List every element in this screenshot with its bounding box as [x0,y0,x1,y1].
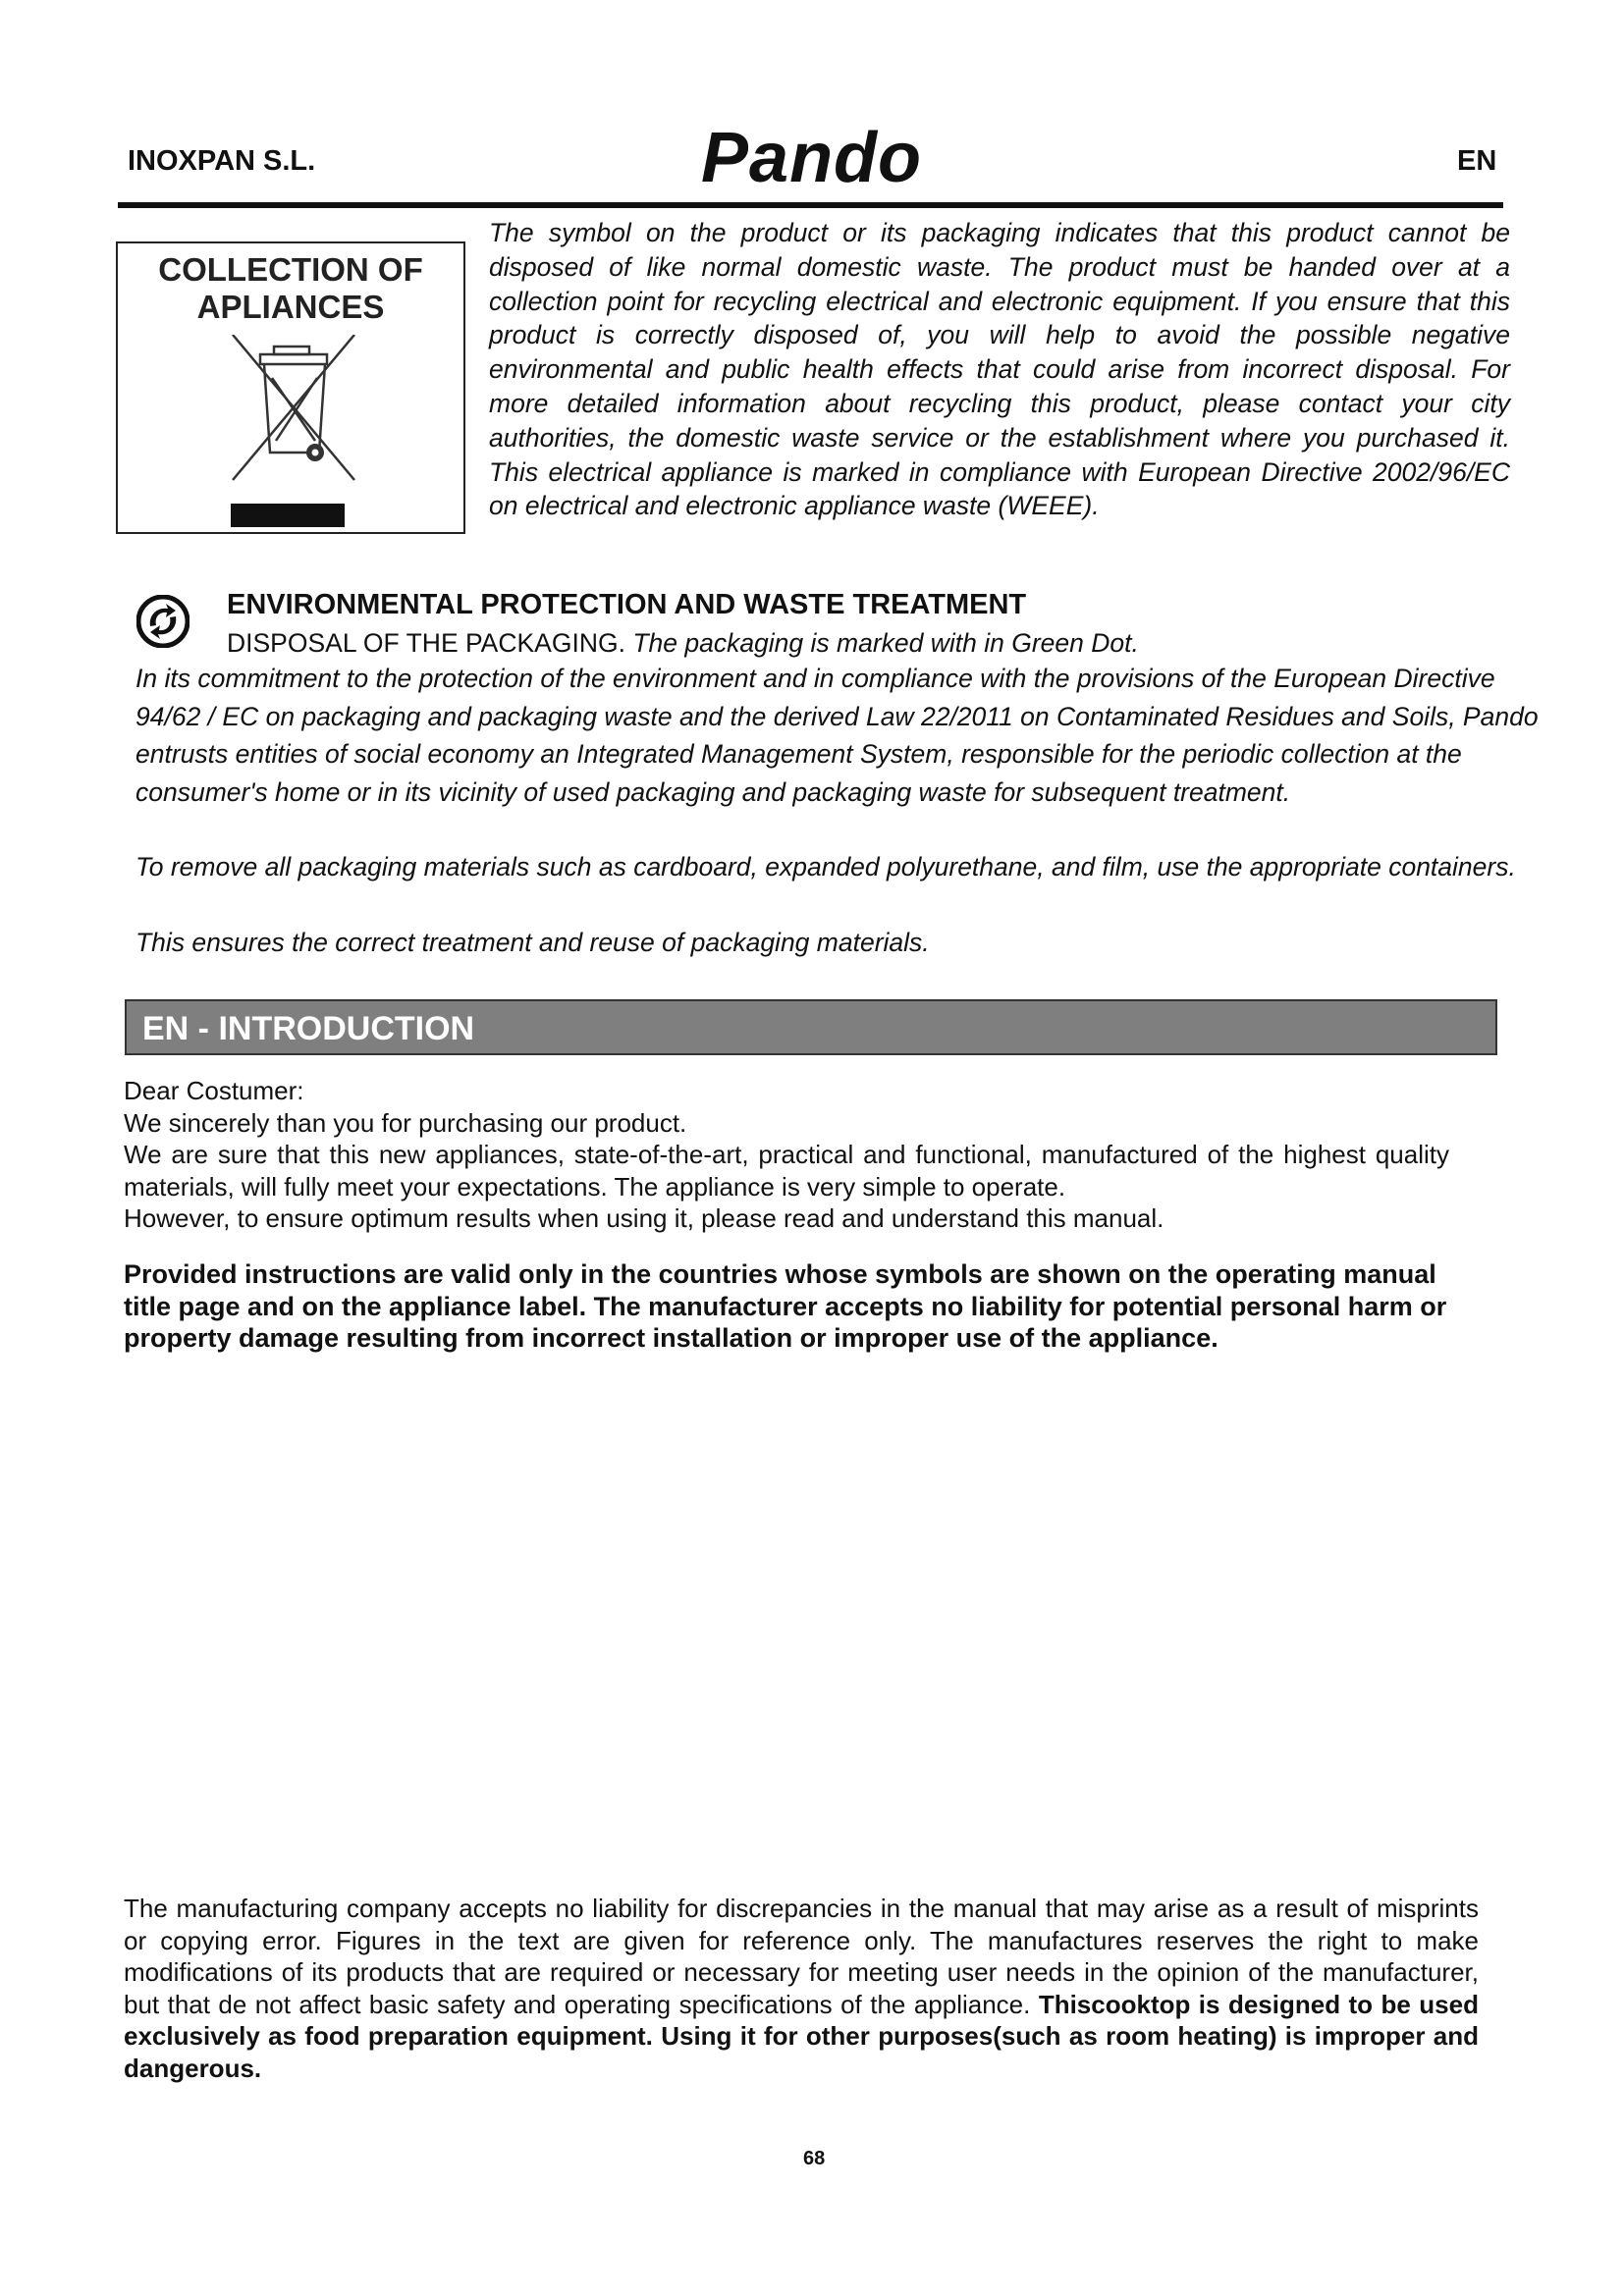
header-rule [118,202,1503,208]
introduction-thanks: We sincerely than you for purchasing our product. [124,1107,687,1138]
packaging-disposal-label: DISPOSAL OF THE PACKAGING. [227,628,625,658]
weee-box-title [118,251,463,326]
environment-paragraph: To remove all packaging materials such as cardboard, expanded polyurethane, and film, use the appropriate containers. [135,852,1516,881]
company-name: INOXPAN S.L. [128,145,316,177]
weee-symbol-box [116,241,465,534]
weee-description: The symbol on the product or its packaging indicates that this product cannot be disposed of like normal domestic waste. The product must be handed over at a collection point for recycling electrical and electronic equipment. If you ensure that this product is correctly disposed of, you will help to avoid the possible negative environmental and public health effects that could arise from incorrect disposal. For more detailed information about recycling this product, please contact your city authorities, the domestic waste service or the establishment where you purchased it. This electrical appliance is marked in compliance with European Directive 2002/96/EC on electrical and electronic appliance waste (WEEE). [489,218,1510,521]
validity-warning: Provided instructions are valid only in the countries whose symbols are shown on the operating manual title page and on the appliance label. The manufacturer accepts no liability for potential personal harm or property damage resulting from incorrect installation or improper use of the appliance. [124,1259,1447,1353]
introduction-greeting: Dear Costumer: [124,1076,304,1105]
packaging-disposal-text: The packaging is marked with in Green Dot. [632,628,1139,658]
manufacturer-disclaimer [124,1893,1479,2084]
introduction-title: EN - INTRODUCTION [142,1010,475,1047]
weee-box-title-line1: COLLECTION OF [158,251,423,288]
introduction-section-bar [125,999,1497,1055]
disclaimer-text: The manufacturing company accepts no liability for discrepancies in the manual that may arise as a result of misprints or copying error. Figures in the text are given for reference only. The manufactures reserves the right to make modifications of its products that are required or necessary for meeting user needs in the opinion of the manufacturer, but that de not affect basic safety and operating specifications of the appliance. [124,1894,1479,2019]
page-number: 68 [803,2148,826,2169]
introduction-ensure: However, to ensure optimum results when using it, please read and understand this manual. [124,1203,1164,1233]
green-dot-icon [136,595,189,648]
environment-paragraph: In its commitment to the protection of the environment and in compliance with the provisions of the European Directive 94/62 / EC on packaging and packaging waste and the derived Law 22/2011 on Contaminated Residues and Soils, Pando entrusts entities of social economy an Integrated Management System, responsible for the periodic collection at the consumer's home or in its vicinity of used packaging and packaging waste for subsequent treatment. [135,664,1539,807]
introduction-paragraph: We are sure that this new appliances, state-of-the-art, practical and functional, manufactured of the highest quality materials, will fully meet your expectations. The appliance is very simple to operate. [124,1140,1449,1201]
weee-box-title-line2: APLIANCES [196,289,385,325]
language-code: EN [1457,145,1497,177]
brand-logo: Pando [701,119,923,197]
crossed-out-wheelie-bin-icon [231,335,358,531]
introduction-body [124,1075,1449,1235]
packaging-disposal-line [227,628,1139,659]
environment-paragraph: This ensures the correct treatment and reuse of packaging materials. [135,928,930,957]
disclaimer-bold-text: Thiscooktop is designed to be used exclusively as food preparation equipment. Using it for other purposes(such as room heating) is improper and dangerous. [124,1989,1479,2083]
environment-heading: ENVIRONMENTAL PROTECTION AND WASTE TREATMENT [227,589,1027,620]
